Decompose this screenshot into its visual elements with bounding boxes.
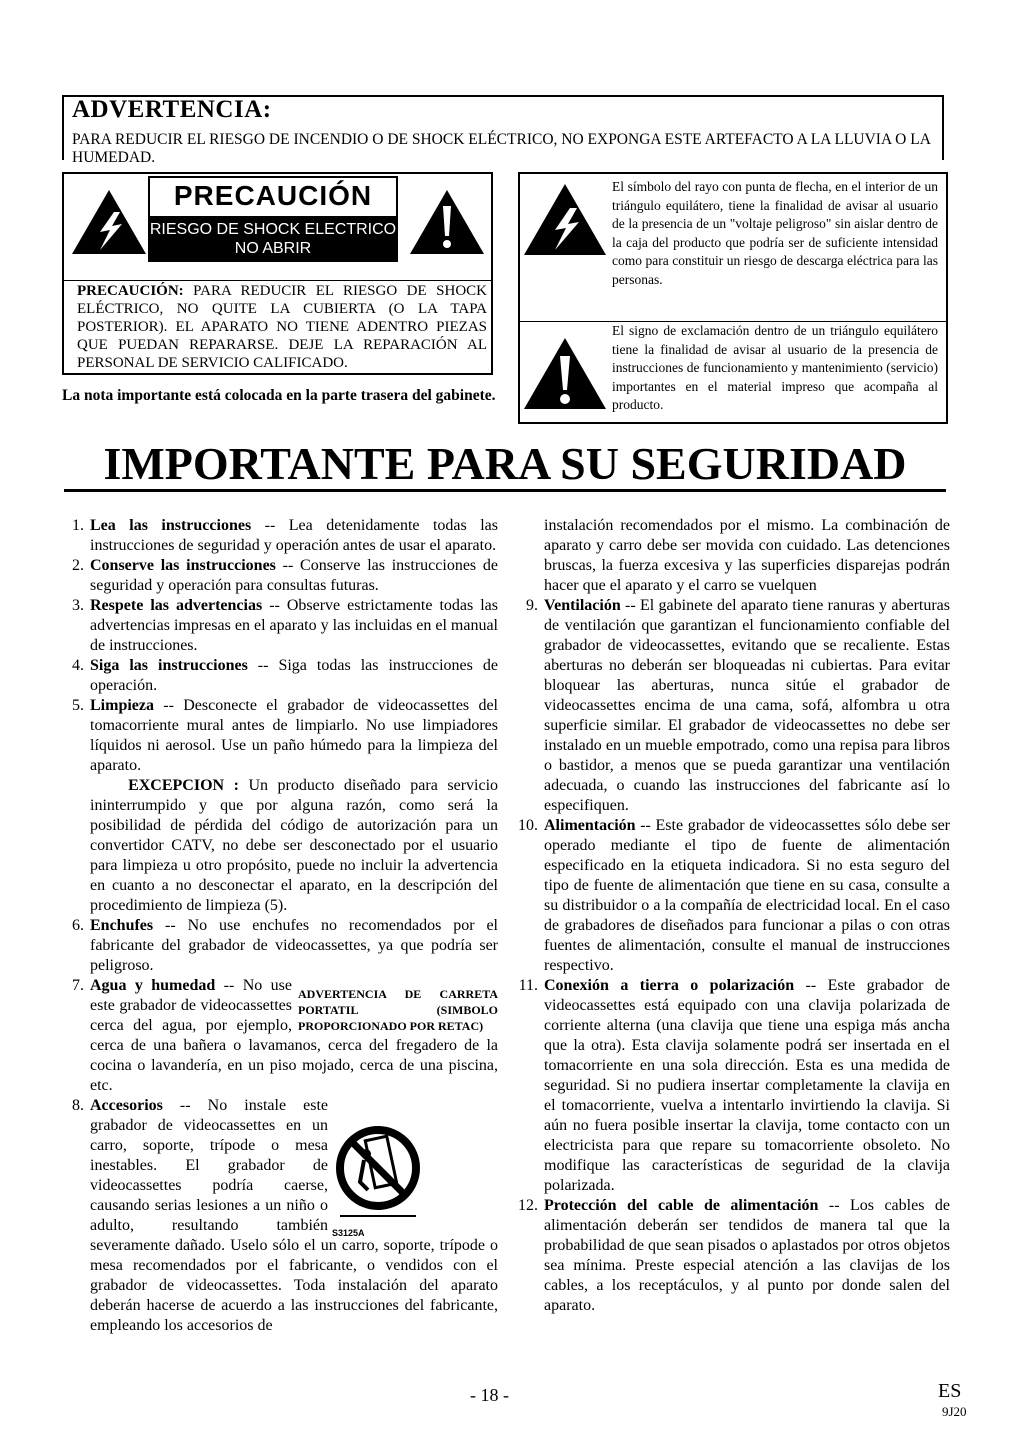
exclamation-symbol-text: El signo de exclamación dentro de un triángulo equilátero tiene la finalidad de avisar al usuario de la presencia de instrucciones de funcionamiento y mantenimiento (servicio) importantes en el material impreso que acompaña al producto.	[612, 323, 938, 412]
caution-label-sub	[148, 216, 398, 262]
lightning-symbol-icon	[522, 182, 608, 257]
list-item: 9. Ventilación -- El gabinete del aparato tiene ranuras y aberturas de ventilación que garantizan el funcionamiento confiable del grabador de videocassettes, evitando que se recaliente. Estas aberturas no deberán ser bloqueadas ni cubiertas. Para evitar bloquear las aberturas, nunca sitúe el grabador de videocassettes encima de una cama, sofá, alfombra u otra superficie similar. El grabador de videocassettes no debe ser instalado en un mueble empotrado, como una repisa para libros o bastidor, a menos que se pueda garantizar una ventilación adecuada, o cuando las instrucciones del fabricante así lo especifiquen.	[526, 597, 950, 814]
list-item: 8. Accesorios -- No instale este grabador de videocassettes en un carro, soporte, trípode o mesa inestables. El grabador de videocassettes podría caerse, causando serias lesiones a un niño o adulto, resultando también severamente dañado. Uselo sólo el un carro, soporte, trípode o mesa recomendados por el fabricante, o vendidos con el grabador de videocassettes. Toda instalación del aparato deberán hacerse de acuerdo a las instrucciones del fabricante, empleando los accesorios de	[72, 1097, 498, 1334]
title-rule	[64, 489, 946, 492]
lightning-warning-icon	[70, 188, 148, 256]
warning-title: ADVERTENCIA:	[72, 96, 272, 123]
important-note: La nota importante está colocada en la parte trasera del gabinete.	[62, 387, 496, 404]
caution-body-text: PARA REDUCIR EL RIESGO DE SHOCK ELÉCTRICO, NO QUITE LA CUBIERTA (O LA TAPA POSTERIOR). EL APARATO NO TIENE ADENTRO PIEZAS QUE PUEDAN REPARARSE. DEJE LA REPARACIÓN AL PERSONAL DE SERVICIO CALIFICADO.	[77, 283, 487, 371]
document-code: 9J20	[942, 1404, 967, 1419]
list-item: 11. Conexión a tierra o polarización -- Este grabador de videocassettes está equipado con una clavija polarizada de corriente alterna (una clavija que tiene una espiga más ancha que la otra). Esta clavija solamente podrá ser insertada en el tomacorriente en una sola dirección. Esta es una medida de seguridad. Si no pudiera insertar completamente la clavija en el tomacorriente, vuelva a intentarlo invirtiendo la clavija. Si aún no fuera posible insertar la clavija, tome contacto con un electricista para que repare su tomacorriente obsoleto. No modifique las características de seguridad de la clavija polarizada.	[518, 977, 950, 1194]
cart-warning: ADVERTENCIA DE CARRETA PORTATIL (SIMBOLO PROPORCIONADO POR RETAC)	[298, 987, 498, 1033]
caution-label-line1: RIESGO DE SHOCK ELECTRICO	[149, 221, 397, 238]
list-item-continuation: instalación recomendados por el mismo. La combinación de aparato y carro debe ser movida con cuidado. Las detenciones bruscas, la fuerza excesiva y las superficies disparejas podrán hacer que el aparato y el carro se vuelquen	[544, 517, 950, 594]
caution-label-title: PRECAUCIÓN	[173, 180, 373, 211]
list-item: 12. Protección del cable de alimentación -- Los cables de alimentación deberán ser tendidos de manera tal que la probabilidad de que sean pisados o aplastados por otros objetos sea mínima. Preste especial atención a las clavijas de los cables, a los receptáculos, y al punto por donde salen del aparato.	[518, 1197, 950, 1314]
list-item: 1. Lea las instrucciones -- Lea detenidamente todas las instrucciones de seguridad y operación antes de usar el aparato.	[72, 517, 499, 554]
list-item: 7. ADVERTENCIA DE CARRETA PORTATIL (SIMBOLO PROPORCIONADO POR RETAC) Agua y humedad -- No use este grabador de videocassettes cerca del agua, por ejemplo, cerca de una bañera o lavamanos, cerca del fregadero de la cocina o lavandería, en un piso mojado, cerca de una piscina, etc.	[72, 977, 498, 1094]
warning-text: PARA REDUCIR EL RIESGO DE INCENDIO O DE SHOCK ELÉCTRICO, NO EXPONGA ESTE ARTEFACTO A LA LLUVIA O LA HUMEDAD.	[72, 131, 931, 166]
list-item: 6. Enchufes -- No use enchufes no recomendados por el fabricante del grabador de videocassettes, ya que podría ser peligroso.	[72, 917, 498, 974]
lightning-symbol-text: El símbolo del rayo con punta de flecha, en el interior de un triángulo equilátero, tiene la finalidad de avisar al usuario de la presencia de un "voltaje peligroso" sin aislar dentro de la caja del producto que podría ser de suficiente intensidad como para constituir un riesgo de descarga eléctrica para las personas.	[612, 179, 938, 287]
caution-label	[148, 176, 400, 262]
caution-body	[77, 282, 487, 372]
cart-tip-over-icon	[330, 1112, 420, 1240]
list-item: 4. Siga las instrucciones -- Siga todas las instrucciones de operación.	[72, 657, 498, 694]
caution-body-lead: PRECAUCIÓN:	[77, 283, 184, 299]
exception-note: EXCEPCION : Un producto diseñado para servicio ininterrumpido y que por alguna razón, como será la posibilidad de pérdida del código de autorización para un convertidor CATV, no debe ser desconectado por el usuario para limpieza u otro propósito, puede no incluir la advertencia en cuanto a no desconectar el aparato, en la descripción del procedimiento de limpieza (5).	[90, 777, 499, 914]
list-item: 5. Limpieza -- Desconecte el grabador de videocassettes del tomacorriente mural antes de limpiarlo. No use limpiadores líquidos ni aerosol. Use un paño húmedo para la limpieza del aparato.	[72, 697, 498, 774]
left-column	[62, 516, 498, 1336]
caution-label-line2: NO ABRIR	[234, 240, 312, 257]
list-item: 2. Conserve las instrucciones -- Conserve las instrucciones de seguridad y operación para consultas futuras.	[72, 557, 498, 594]
exclamation-symbol-icon	[522, 336, 608, 411]
page-title: IMPORTANTE PARA SU SEGURIDAD	[103, 438, 907, 489]
language-code: ES	[938, 1380, 962, 1402]
figure-code: S3125A	[332, 1228, 365, 1238]
list-item: 3. Respete las advertencias -- Observe estrictamente todas las advertencias impresas en el aparato y las incluidas en el manual de instrucciones.	[72, 597, 498, 654]
right-column	[516, 516, 950, 1316]
exclamation-warning-icon	[408, 188, 486, 256]
list-item: 10. Alimentación -- Este grabador de videocassettes sólo debe ser operado mediante el tipo de fuente de alimentación especificado en la etiqueta indicadora. Si no esta seguro del tipo de fuente de alimentación que tiene en su casa, consulte a su distribuidor o a la compañía de electricidad local. En el caso de grabadores de diseñados para funcionar a pilas o con otras fuentes de alimentación, consulte el manual de instrucciones respectivo.	[518, 817, 950, 974]
page-number: - 18 -	[470, 1385, 509, 1405]
